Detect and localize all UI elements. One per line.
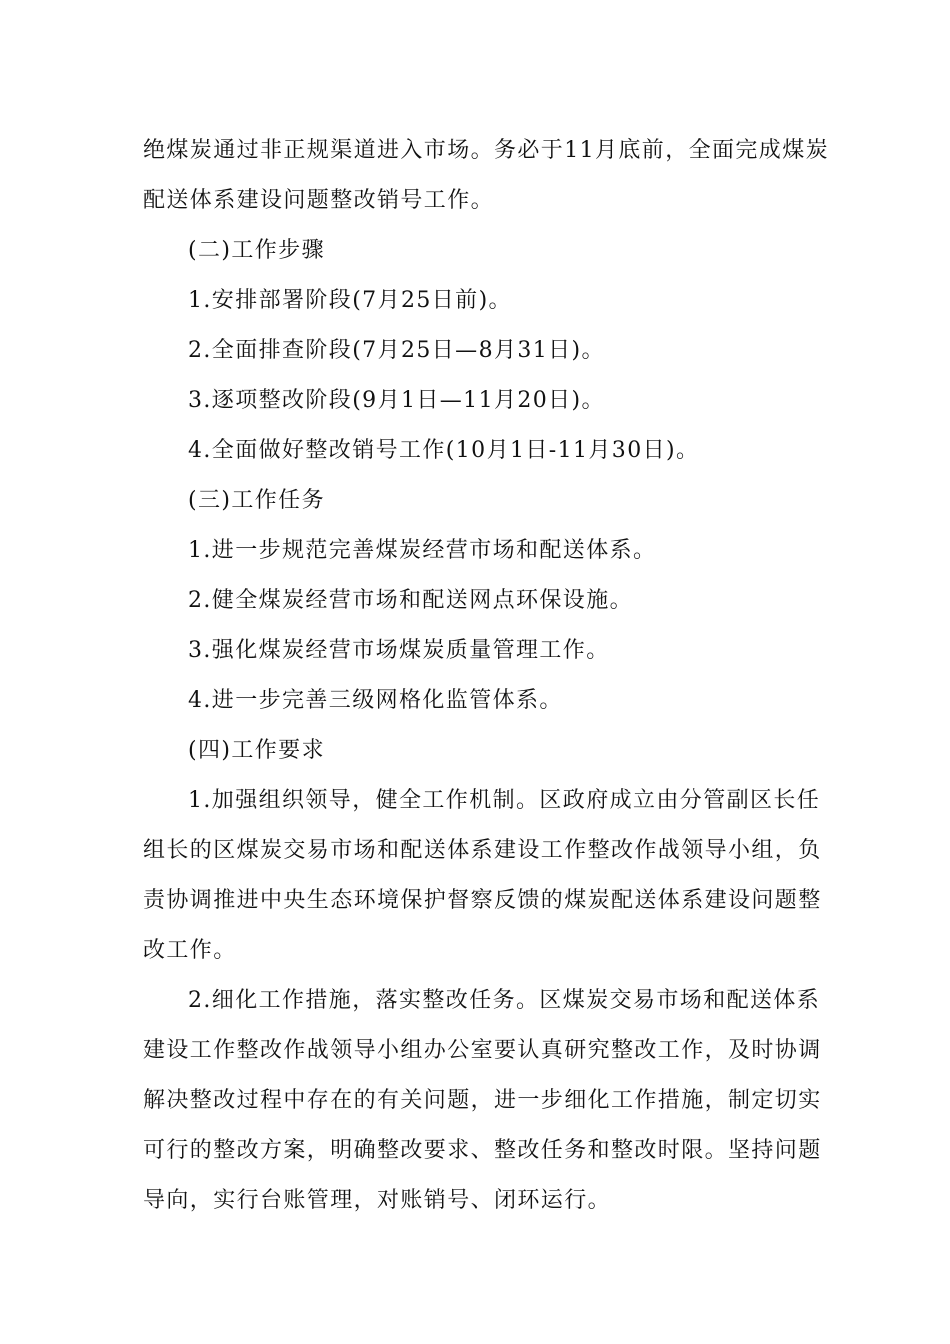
paragraph-line: 配送体系建设问题整改销号工作。 [143,188,495,213]
list-item: 4.进一步完善三级网格化监管体系。 [188,688,563,713]
paragraph-line: 导向，实行台账管理，对账销号、闭环运行。 [143,1188,612,1213]
paragraph-line: 建设工作整改作战领导小组办公室要认真研究整改工作，及时协调 [143,1038,822,1063]
paragraph-line: 改工作。 [143,938,237,963]
paragraph-line: 2.细化工作措施，落实整改任务。区煤炭交易市场和配送体系 [188,988,821,1013]
section-heading: (四)工作要求 [188,738,325,763]
paragraph-line: 可行的整改方案，明确整改要求、整改任务和整改时限。坚持问题 [143,1138,822,1163]
list-item: 2.全面排查阶段(7月25日—8月31日)。 [188,338,605,363]
list-item: 4.全面做好整改销号工作(10月1日-11月30日)。 [188,438,700,463]
section-heading: (二)工作步骤 [188,238,325,263]
list-item: 1.进一步规范完善煤炭经营市场和配送体系。 [188,538,657,563]
paragraph-line: 组长的区煤炭交易市场和配送体系建设工作整改作战领导小组，负 [143,838,822,863]
paragraph-line: 解决整改过程中存在的有关问题，进一步细化工作措施，制定切实 [143,1088,822,1113]
list-item: 3.逐项整改阶段(9月1日—11月20日)。 [188,388,605,413]
paragraph-line: 1.加强组织领导，健全工作机制。区政府成立由分管副区长任 [188,788,821,813]
section-heading: (三)工作任务 [188,488,325,513]
list-item: 1.安排部署阶段(7月25日前)。 [188,288,512,313]
paragraph-line: 绝煤炭通过非正规渠道进入市场。务必于11月底前，全面完成煤炭 [143,138,829,163]
list-item: 3.强化煤炭经营市场煤炭质量管理工作。 [188,638,610,663]
list-item: 2.健全煤炭经营市场和配送网点环保设施。 [188,588,633,613]
paragraph-line: 责协调推进中央生态环境保护督察反馈的煤炭配送体系建设问题整 [143,888,822,913]
